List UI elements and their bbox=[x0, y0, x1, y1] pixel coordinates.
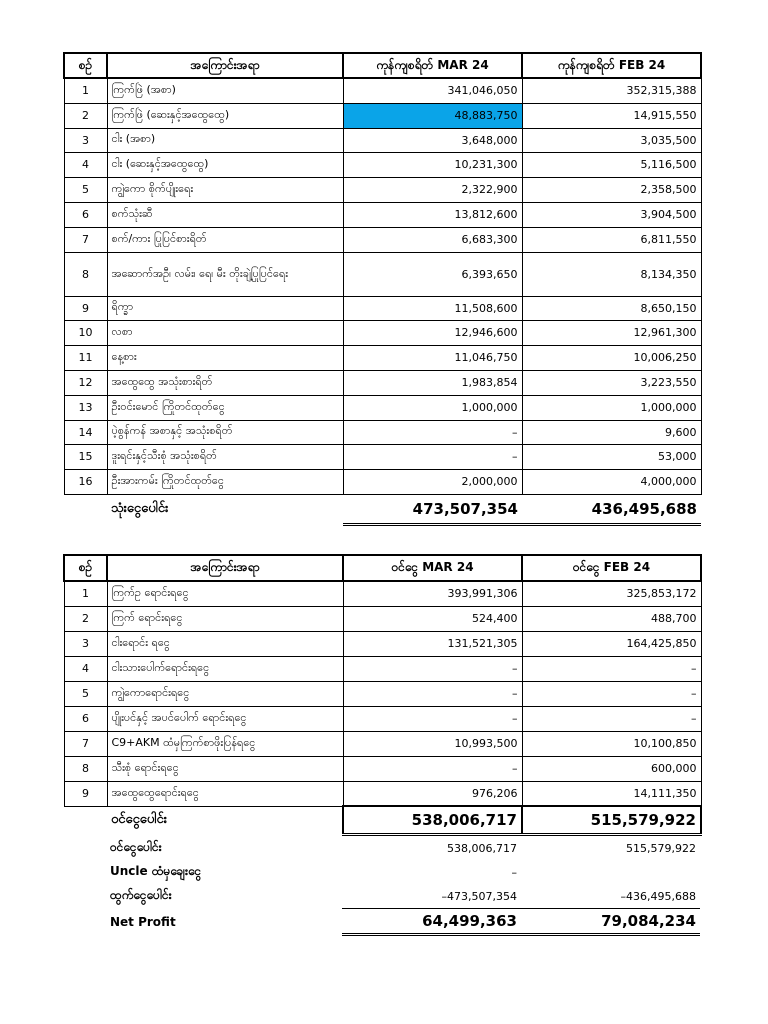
table-row bbox=[64, 420, 701, 444]
row-mar-value: 1,983,854 bbox=[343, 370, 522, 395]
table-row bbox=[64, 706, 701, 731]
table-row bbox=[64, 444, 701, 469]
row-feb-value: 3,223,550 bbox=[522, 370, 701, 395]
table-row bbox=[64, 103, 701, 128]
row-feb-value: 9,600 bbox=[522, 420, 701, 444]
summary-uncle-mar: – bbox=[511, 865, 517, 879]
row-description: ကျွဲကောရောင်းရငွေ bbox=[107, 681, 343, 706]
row-mar-value: – bbox=[343, 420, 522, 444]
row-mar-value: 11,046,750 bbox=[343, 345, 522, 370]
table-row bbox=[64, 681, 701, 706]
summary-table bbox=[63, 836, 700, 936]
summary-income-mar: 538,006,717 bbox=[447, 841, 517, 855]
row-feb-value: 4,000,000 bbox=[522, 469, 701, 494]
row-no: 4 bbox=[64, 656, 107, 681]
row-feb-value: 600,000 bbox=[522, 756, 701, 781]
table-row bbox=[64, 227, 701, 252]
row-description: အထွေထွေ အသုံးစားရိတ် bbox=[107, 370, 343, 395]
row-no: 7 bbox=[64, 227, 107, 252]
header-feb-income: ဝင်ငွေ FEB 24 bbox=[522, 555, 701, 581]
row-no: 14 bbox=[64, 420, 107, 444]
summary-income-label: ဝင်ငွေပေါင်း bbox=[110, 840, 162, 854]
row-no: 2 bbox=[64, 606, 107, 631]
row-mar-value: 13,812,600 bbox=[343, 202, 522, 227]
row-no: 15 bbox=[64, 444, 107, 469]
row-no: 2 bbox=[64, 103, 107, 128]
row-feb-value: 14,915,550 bbox=[522, 103, 701, 128]
table-row bbox=[64, 731, 701, 756]
row-no: 9 bbox=[64, 781, 107, 806]
summary-expense-row bbox=[63, 884, 700, 909]
row-mar-value: 10,231,300 bbox=[343, 152, 522, 177]
row-mar-value: – bbox=[343, 681, 522, 706]
row-mar-value: – bbox=[343, 656, 522, 681]
income-total-label: ဝင်ငွေပေါင်း bbox=[111, 811, 168, 827]
row-mar-value: 1,000,000 bbox=[343, 395, 522, 420]
row-feb-value: 3,035,500 bbox=[522, 128, 701, 152]
row-description: ရိက္ခာ bbox=[107, 296, 343, 320]
row-feb-value: 8,134,350 bbox=[522, 252, 701, 296]
income-total-row bbox=[64, 806, 701, 834]
row-feb-value: – bbox=[522, 706, 701, 731]
table-row bbox=[64, 631, 701, 656]
table-row bbox=[64, 581, 701, 606]
row-no: 10 bbox=[64, 320, 107, 345]
row-no: 3 bbox=[64, 128, 107, 152]
row-mar-value: – bbox=[343, 756, 522, 781]
header-description: အကြောင်းအရာ bbox=[107, 555, 343, 581]
row-mar-value: 341,046,050 bbox=[343, 78, 522, 103]
summary-uncle-row bbox=[63, 860, 700, 884]
row-no: 3 bbox=[64, 631, 107, 656]
expenses-table bbox=[63, 52, 702, 526]
row-feb-value: – bbox=[522, 681, 701, 706]
net-profit-label: Net Profit bbox=[110, 914, 176, 929]
summary-income-row bbox=[63, 836, 700, 860]
row-mar-value: 6,393,650 bbox=[343, 252, 522, 296]
row-description: ကြက်ဖြဲ (အစာ) bbox=[107, 78, 343, 103]
row-no: 8 bbox=[64, 252, 107, 296]
row-description: ငါးရောင်း ရငွေ bbox=[107, 631, 343, 656]
row-feb-value: 352,315,388 bbox=[522, 78, 701, 103]
table-row bbox=[64, 177, 701, 202]
row-no: 4 bbox=[64, 152, 107, 177]
selected-cell[interactable]: 48,883,750 bbox=[343, 103, 522, 128]
row-description: အထွေထွေရောင်းရငွေ bbox=[107, 781, 343, 806]
row-feb-value: 325,853,172 bbox=[522, 581, 701, 606]
row-no: 5 bbox=[64, 177, 107, 202]
table-row bbox=[64, 320, 701, 345]
row-description: ကြက်ဖြဲ (ဆေးနှင့်အထွေထွေ) bbox=[107, 103, 343, 128]
table-row bbox=[64, 781, 701, 806]
summary-expense-feb: –436,495,688 bbox=[620, 889, 696, 903]
row-mar-value: 524,400 bbox=[343, 606, 522, 631]
row-mar-value: 3,648,000 bbox=[343, 128, 522, 152]
summary-uncle-feb bbox=[521, 860, 700, 884]
table-row bbox=[64, 296, 701, 320]
summary-expense-label: ထွက်ငွေပေါင်း bbox=[110, 888, 172, 903]
row-no: 1 bbox=[64, 78, 107, 103]
header-no: စဉ် bbox=[64, 555, 107, 581]
row-description: ပျိုးပင်နှင့် အပင်ပေါက် ရောင်းရငွေ bbox=[107, 706, 343, 731]
row-mar-value: 10,993,500 bbox=[343, 731, 522, 756]
row-feb-value: 2,358,500 bbox=[522, 177, 701, 202]
row-description: ကြက် ရောင်းရငွေ bbox=[107, 606, 343, 631]
expenses-header-row bbox=[64, 53, 701, 78]
row-mar-value: – bbox=[343, 444, 522, 469]
row-feb-value: 1,000,000 bbox=[522, 395, 701, 420]
expenses-total-mar: 473,507,354 bbox=[343, 494, 522, 524]
row-feb-value: 53,000 bbox=[522, 444, 701, 469]
summary-income-feb: 515,579,922 bbox=[626, 841, 696, 855]
row-no: 8 bbox=[64, 756, 107, 781]
row-description: ပဲ့စွန်ကန် အစာနှင့် အသုံးစရိတ် bbox=[107, 420, 343, 444]
row-mar-value: 12,946,600 bbox=[343, 320, 522, 345]
table-row bbox=[64, 656, 701, 681]
row-mar-value: 2,000,000 bbox=[343, 469, 522, 494]
row-mar-value: 6,683,300 bbox=[343, 227, 522, 252]
table-row bbox=[64, 370, 701, 395]
row-description: သီးစုံ ရောင်းရငွေ bbox=[107, 756, 343, 781]
net-profit-mar: 64,499,363 bbox=[342, 909, 521, 935]
income-total-mar: 538,006,717 bbox=[343, 806, 522, 834]
row-no: 16 bbox=[64, 469, 107, 494]
row-feb-value: 3,904,500 bbox=[522, 202, 701, 227]
row-mar-value: 976,206 bbox=[343, 781, 522, 806]
table-row bbox=[64, 606, 701, 631]
row-description: ဦးဝင်းမောင် ကြိုတင်ထုတ်ငွေ bbox=[107, 395, 343, 420]
expenses-total-label: သုံးငွေပေါင်း bbox=[111, 500, 169, 516]
row-feb-value: 8,650,150 bbox=[522, 296, 701, 320]
row-description: လစာ bbox=[107, 320, 343, 345]
income-header-row bbox=[64, 555, 701, 581]
table-row bbox=[64, 395, 701, 420]
row-no: 5 bbox=[64, 681, 107, 706]
row-description: ဦးအားကမ်း ကြိုတင်ထုတ်ငွေ bbox=[107, 469, 343, 494]
row-no: 12 bbox=[64, 370, 107, 395]
income-table bbox=[63, 554, 702, 836]
header-feb-expense: ကုန်ကျစရိတ် FEB 24 bbox=[522, 53, 701, 78]
table-row bbox=[64, 469, 701, 494]
row-mar-value: 11,508,600 bbox=[343, 296, 522, 320]
row-mar-value: 393,991,306 bbox=[343, 581, 522, 606]
header-description: အကြောင်းအရာ bbox=[107, 53, 343, 78]
row-no: 6 bbox=[64, 202, 107, 227]
row-no: 11 bbox=[64, 345, 107, 370]
row-feb-value: 164,425,850 bbox=[522, 631, 701, 656]
row-description: စက်/ကား ပြုပြင်စားရိတ် bbox=[107, 227, 343, 252]
row-mar-value: 131,521,305 bbox=[343, 631, 522, 656]
net-profit-feb: 79,084,234 bbox=[521, 909, 700, 935]
row-no: 1 bbox=[64, 581, 107, 606]
header-mar-expense: ကုန်ကျစရိတ် MAR 24 bbox=[343, 53, 522, 78]
row-description: ငါး (ဆေးနှင့်အထွေထွေ) bbox=[107, 152, 343, 177]
row-feb-value: 14,111,350 bbox=[522, 781, 701, 806]
table-row bbox=[64, 78, 701, 103]
row-description: ကျွဲကော စိုက်ပျိုးရေး bbox=[107, 177, 343, 202]
row-mar-value: 2,322,900 bbox=[343, 177, 522, 202]
income-total-feb: 515,579,922 bbox=[522, 806, 701, 834]
row-feb-value: 488,700 bbox=[522, 606, 701, 631]
row-no: 9 bbox=[64, 296, 107, 320]
header-no: စဉ် bbox=[64, 53, 107, 78]
row-description: ဒူးရင်းနှင့်သီးစုံ အသုံးစရိတ် bbox=[107, 444, 343, 469]
row-no: 13 bbox=[64, 395, 107, 420]
row-no: 6 bbox=[64, 706, 107, 731]
summary-uncle-label: Uncle ထံမှချေးငွေ bbox=[110, 864, 202, 878]
row-description: ငါး (အစာ) bbox=[107, 128, 343, 152]
header-mar-income: ဝင်ငွေ MAR 24 bbox=[343, 555, 522, 581]
row-feb-value: 10,006,250 bbox=[522, 345, 701, 370]
row-mar-value: – bbox=[343, 706, 522, 731]
row-no: 7 bbox=[64, 731, 107, 756]
net-profit-row bbox=[63, 909, 700, 935]
row-feb-value: 6,811,550 bbox=[522, 227, 701, 252]
row-description: စက်သုံးဆီ bbox=[107, 202, 343, 227]
table-row bbox=[64, 128, 701, 152]
expenses-total-row bbox=[64, 494, 701, 524]
row-description: အဆောက်အဦ၊ လမ်း၊ ရေ၊ မီး တိုးချဲ့ပြုပြင်ရေး bbox=[107, 252, 343, 296]
row-feb-value: 5,116,500 bbox=[522, 152, 701, 177]
row-feb-value: 10,100,850 bbox=[522, 731, 701, 756]
row-description: ကြက်ဥ ရောင်းရငွေ bbox=[107, 581, 343, 606]
row-description: နေ့စား bbox=[107, 345, 343, 370]
table-row bbox=[64, 202, 701, 227]
table-row bbox=[64, 756, 701, 781]
table-row bbox=[64, 252, 701, 296]
row-description: ငါးသားပေါက်ရောင်းရငွေ bbox=[107, 656, 343, 681]
table-row bbox=[64, 345, 701, 370]
summary-expense-mar: –473,507,354 bbox=[441, 889, 517, 903]
expenses-total-feb: 436,495,688 bbox=[522, 494, 701, 524]
row-description: C9+AKM ထံမှကြက်စာဖိုးပြန်ရငွေ bbox=[107, 731, 343, 756]
row-feb-value: – bbox=[522, 656, 701, 681]
table-row bbox=[64, 152, 701, 177]
row-feb-value: 12,961,300 bbox=[522, 320, 701, 345]
